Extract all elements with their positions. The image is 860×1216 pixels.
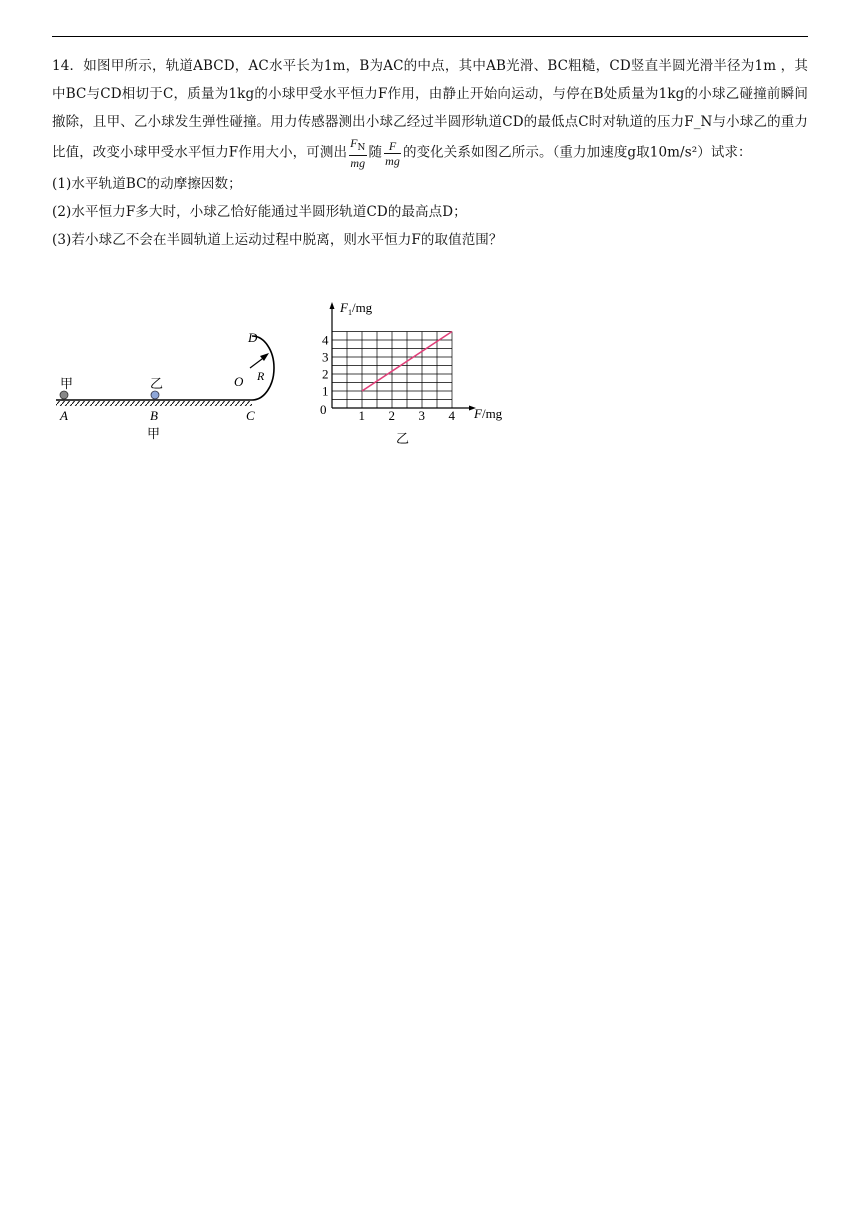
connector-sui: 随: [368, 144, 383, 161]
chart: [302, 296, 522, 456]
question-number: 14．: [52, 58, 84, 74]
point-c-label: C: [246, 408, 255, 423]
y-tick-label: 4: [322, 332, 329, 348]
figure-b-caption: 乙: [396, 431, 410, 446]
question-stem: 如图甲所示，轨道ABCD，AC水平长为1m，B为AC的中点，其中AB光滑、BC粗糙，CD竖直半圆光滑半径为1m ，其中BC与CD相切于C，质量为1kg的小球甲受水平恒力F作用，由静止开始向运动，与停在B处质量为1kg的小球乙碰撞前瞬间撤除，且甲、乙小球发生弹性碰撞。用力传感器测出小球乙经过半圆形轨道CD的最低点C时对轨道的压力F_N与小球乙的重力比值，改变小球甲受水平恒力F作用大小，可测出: [52, 58, 808, 161]
track-diagram: [52, 296, 302, 456]
y-tick-label: 3: [322, 349, 329, 365]
point-a-label: A: [60, 408, 68, 423]
point-b-label: B: [150, 408, 158, 423]
x-axis-label: F/mg: [474, 406, 503, 421]
radius-r-label: R: [257, 369, 265, 383]
ball-yi-label: 乙: [150, 376, 164, 391]
sub-question-3: (3)若小球乙不会在半圆轨道上运动过程中脱离，则水平恒力F的取值范围？: [52, 232, 503, 248]
y-tick-label: 2: [322, 366, 329, 382]
y-tick-label: 1: [322, 383, 329, 399]
y-axis-label: $F_1/mg$: [340, 300, 373, 317]
point-d-label: D: [248, 330, 258, 345]
x-tick-label: 2: [388, 408, 395, 423]
question-stem-tail: 的变化关系如图乙所示。（重力加速度g取10m/s²）试求：: [402, 144, 752, 161]
origin-label: 0: [320, 402, 327, 417]
sub-question-1: (1)水平轨道BC的动摩擦因数；: [52, 176, 242, 192]
ball-jia-label: 甲: [60, 376, 74, 391]
top-rule: [52, 36, 808, 37]
ball-yi: [151, 391, 159, 399]
fraction-fn-over-mg: $\frac{F_N}{mg}$: [350, 136, 366, 170]
figure-a-caption: 甲: [147, 426, 161, 441]
y-axis-arrow: [330, 302, 335, 309]
tick-labels: [322, 333, 456, 424]
fraction-f-over-mg: $\frac{F}{mg}$: [385, 138, 400, 168]
semicircle-track: [252, 336, 274, 400]
x-tick-label: 1: [358, 408, 365, 423]
question-body: [52, 52, 808, 170]
ball-jia: [60, 391, 68, 399]
sub-question-2: (2)水平恒力F多大时，小球乙恰好能通过半圆形轨道CD的最高点D；: [52, 204, 467, 220]
question-14: [52, 52, 808, 254]
center-o-label: O: [234, 374, 244, 389]
ground-hatch: [56, 401, 252, 406]
figure-area: [52, 296, 522, 456]
x-tick-label: 3: [418, 408, 425, 423]
x-tick-label: 4: [448, 408, 455, 423]
